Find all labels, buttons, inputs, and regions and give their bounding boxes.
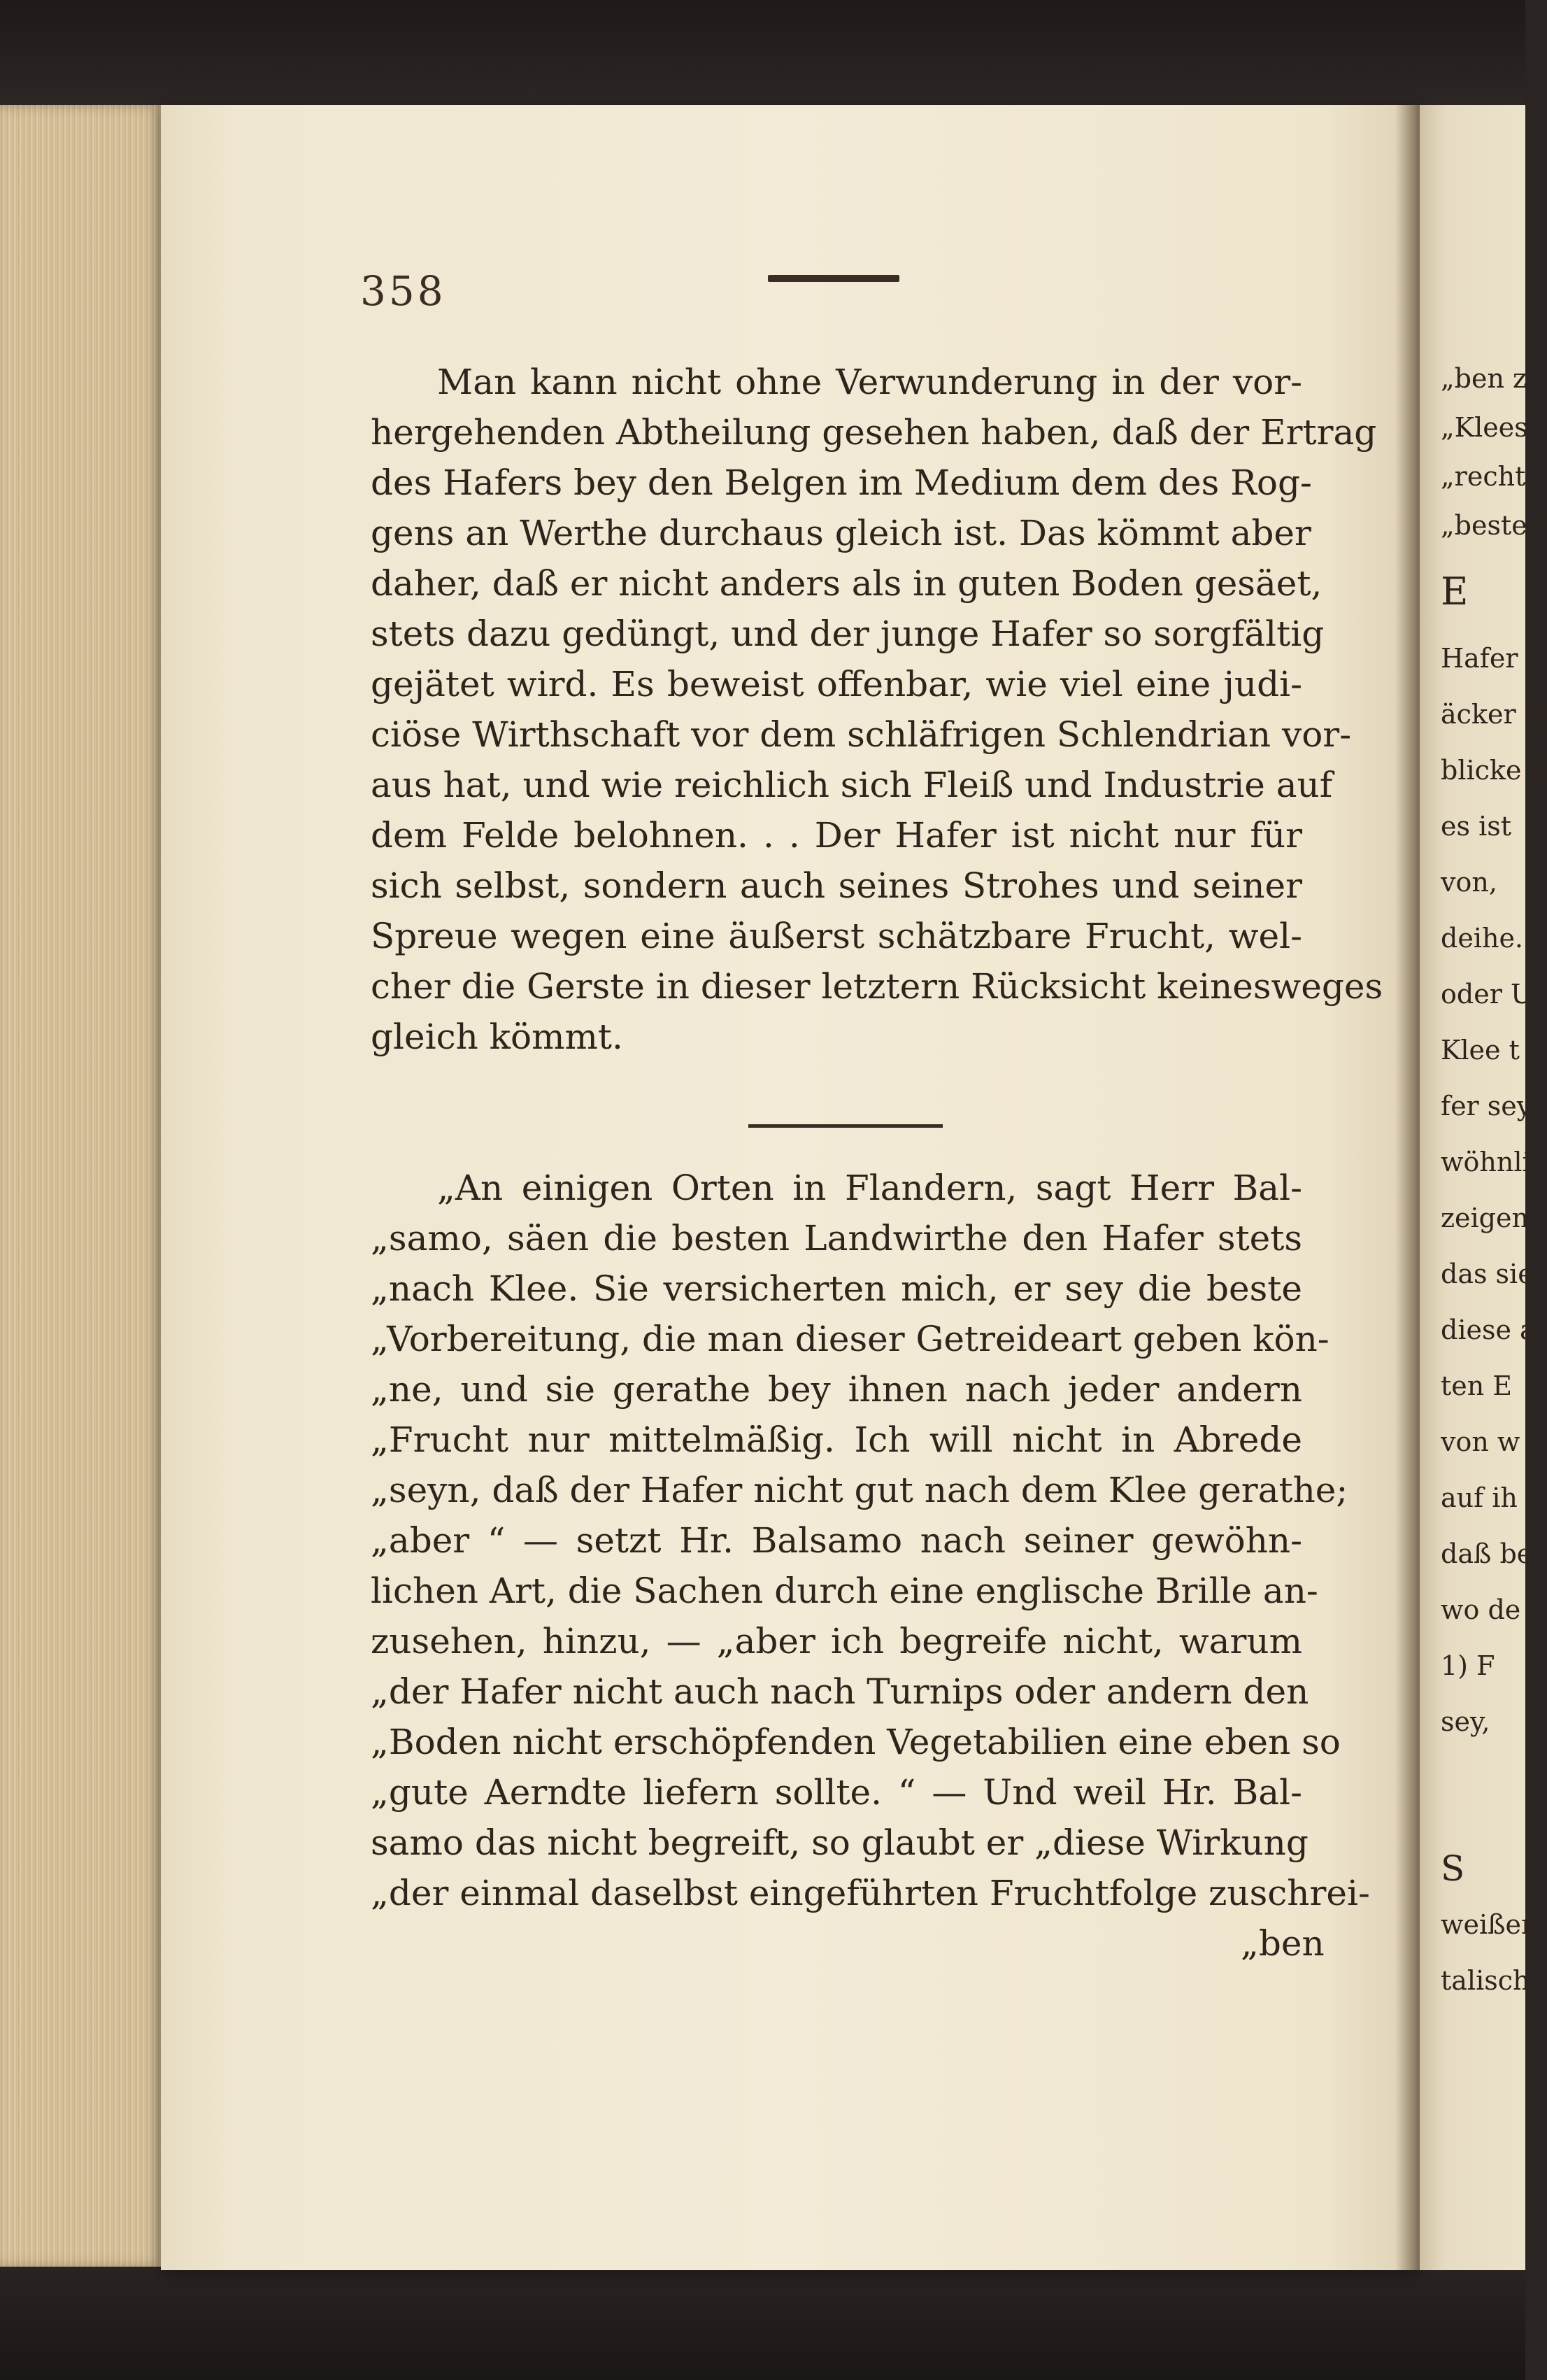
text-line: ciöse Wirthschaft vor dem schläfrigen Schlendrian vor- [371, 714, 1352, 755]
right-page-fragment: talisch [1441, 1965, 1530, 1996]
right-page-fragment: diese a [1441, 1315, 1536, 1345]
text-line: samo das nicht begreift, so glaubt er „diese Wirkung [371, 1822, 1309, 1863]
text-line: des Hafers bey den Belgen im Medium dem des Rog- [371, 462, 1312, 503]
right-page-fragment: daß be [1441, 1538, 1533, 1569]
right-page-fragment: es ist [1441, 811, 1511, 842]
right-page-fragment: deihe. [1441, 923, 1524, 954]
page-number: 358 [360, 267, 446, 315]
right-page-fragment: S [1441, 1848, 1465, 1889]
right-page-fragment: von, [1441, 867, 1497, 898]
right-page-fragment: oder U [1441, 979, 1533, 1010]
text-line: sich selbst, sondern auch seines Strohes und seiner [371, 865, 1302, 906]
right-page-fragment: 1) F [1441, 1650, 1495, 1681]
text-line: „seyn, daß der Hafer nicht gut nach dem Klee gerathe; [371, 1470, 1348, 1510]
right-page-fragment: das sie [1441, 1259, 1534, 1289]
text-line: cher die Gerste in dieser letztern Rücksicht keinesweges [371, 966, 1383, 1007]
text-line: „samo, säen die besten Landwirthe den Hafer stets [371, 1218, 1302, 1259]
section-divider [748, 1124, 943, 1128]
text-line: Man kann nicht ohne Verwunderung in der vor- [437, 362, 1302, 402]
text-line: gleich kömmt. [371, 1017, 623, 1057]
text-line: aus hat, und wie reichlich sich Fleiß und Industrie auf [371, 765, 1333, 805]
text-line: lichen Art, die Sachen durch eine englische Brille an- [371, 1571, 1318, 1611]
right-page-fragment: blicke b [1441, 755, 1547, 786]
background-top [0, 0, 1525, 105]
text-line: „Frucht nur mittelmäßig. Ich will nicht in Abrede [371, 1419, 1302, 1460]
text-line: zusehen, hinzu, — „aber ich begreife nicht, warum [371, 1621, 1302, 1662]
right-page-fragment: ten E [1441, 1370, 1513, 1401]
text-line: Spreue wegen eine äußerst schätzbare Frucht, wel- [371, 916, 1302, 956]
text-line: hergehenden Abtheilung gesehen haben, daß der Ertrag [371, 412, 1377, 453]
text-line: gejätet wird. Es beweist offenbar, wie viel eine judi- [371, 664, 1302, 704]
right-page-fragment: sey, [1441, 1706, 1490, 1737]
right-page-fragment: auf ih [1441, 1482, 1518, 1513]
right-page-fragment: zeigen [1441, 1203, 1529, 1233]
text-line: daher, daß er nicht anders als in guten Boden gesäet, [371, 563, 1323, 604]
text-line: „ne, und sie gerathe bey ihnen nach jeder andern [371, 1369, 1302, 1410]
right-page-fragment: von w [1441, 1426, 1520, 1457]
right-page-fragment: Klee t [1441, 1035, 1520, 1065]
text-line: stets dazu gedüngt, und der junge Hafer so sorgfältig [371, 614, 1325, 654]
right-page-fragment: „ben z [1441, 363, 1527, 394]
right-page-fragment: weißer [1441, 1909, 1534, 1940]
right-page-fragment: E [1441, 569, 1469, 614]
right-page-fragment: äcker d [1441, 699, 1542, 730]
text-line: gens an Werthe durchaus gleich ist. Das kömmt aber [371, 513, 1311, 553]
text-line: „nach Klee. Sie versicherten mich, er sey die beste [371, 1268, 1302, 1309]
text-line: dem Felde belohnen. . . Der Hafer ist nicht nur für [371, 815, 1302, 856]
right-page-fragment: wo de [1441, 1594, 1521, 1625]
text-line: „Boden nicht erschöpfenden Vegetabilien eine eben so [371, 1722, 1341, 1762]
text-line: „An einigen Orten in Flandern, sagt Herr Bal- [437, 1168, 1302, 1208]
right-page-fragment: wöhnli [1441, 1147, 1531, 1177]
header-rule [768, 275, 899, 282]
book-page-edges [0, 105, 164, 2267]
text-line: „der Hafer nicht auch nach Turnips oder andern den [371, 1671, 1309, 1712]
right-page-fragment: „Klees [1441, 412, 1528, 443]
right-page-fragment: fer sey [1441, 1091, 1532, 1121]
right-page-fragment: „bester [1441, 510, 1540, 541]
text-line: „gute Aerndte liefern sollte. “ — Und weil Hr. Bal- [371, 1772, 1302, 1813]
text-line: „Vorbereitung, die man dieser Getreideart geben kön- [371, 1319, 1329, 1359]
background-bottom [0, 2260, 1525, 2380]
catchword: „ben [1241, 1923, 1325, 1964]
text-line: „aber “ — setzt Hr. Balsamo nach seiner gewöhn- [371, 1520, 1302, 1561]
text-line: „der einmal daselbst eingeführten Fruchtfolge zuschrei- [371, 1873, 1370, 1913]
right-page-fragment: „recht, [1441, 461, 1534, 492]
right-page-fragment: Hafer [1441, 643, 1518, 674]
